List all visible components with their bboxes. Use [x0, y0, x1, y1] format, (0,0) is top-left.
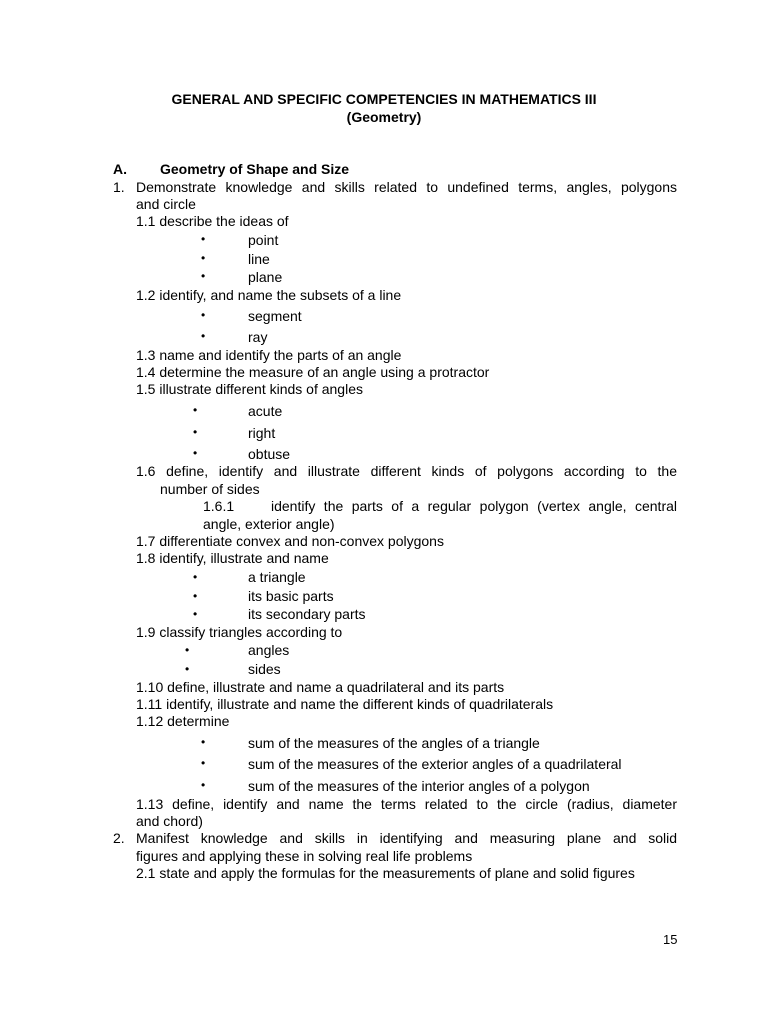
subitem-1-7: 1.7 differentiate convex and non-convex polygons	[136, 533, 444, 549]
list-item: angles	[248, 642, 290, 658]
list-item: right	[248, 425, 276, 441]
item-number: 1.	[113, 179, 125, 195]
subitem-1-12: 1.12 determine	[136, 713, 230, 729]
bullet-icon: •	[193, 589, 198, 603]
list-item: a triangle	[248, 569, 306, 585]
subitem-1-11: 1.11 identify, illustrate and name the different kinds of quadrilaterals	[136, 696, 554, 712]
page-title: GENERAL AND SPECIFIC COMPETENCIES IN MATHEMATICS III	[171, 91, 597, 107]
list-item: sum of the measures of the interior angles of a polygon	[248, 778, 590, 794]
item-text-continued: figures and applying these in solving real life problems	[136, 848, 473, 864]
subitem-1-13: 1.13 define, identify and name the terms related to the circle (radius, diameter	[136, 796, 677, 812]
bullet-icon: •	[193, 570, 198, 584]
bullet-icon: •	[193, 425, 198, 439]
list-item: segment	[248, 308, 302, 324]
bullet-icon: •	[185, 643, 190, 657]
list-item: acute	[248, 403, 283, 419]
subitem-1-4: 1.4 determine the measure of an angle using a protractor	[136, 364, 490, 380]
item-number: 2.	[113, 830, 125, 846]
list-item: its basic parts	[248, 588, 334, 604]
subitem-1-1: 1.1 describe the ideas of	[136, 213, 289, 229]
section-letter: A.	[113, 161, 127, 177]
subitem-1-6-continued: number of sides	[160, 481, 260, 497]
bullet-icon: •	[201, 756, 206, 770]
subitem-1-5: 1.5 illustrate different kinds of angles	[136, 381, 363, 397]
subitem-1-6-1-number: 1.6.1	[203, 498, 235, 514]
list-item: ray	[248, 329, 268, 345]
item-text: Demonstrate knowledge and skills related to undefined terms, angles, polygons	[136, 179, 677, 195]
bullet-icon: •	[201, 251, 206, 265]
subitem-1-9: 1.9 classify triangles according to	[136, 624, 343, 640]
item-text: Manifest knowledge and skills in identifying and measuring plane and solid	[136, 830, 677, 846]
subitem-1-13-continued: and chord)	[136, 813, 203, 829]
list-item: plane	[248, 269, 283, 285]
list-item: point	[248, 232, 279, 248]
subitem-1-10: 1.10 define, illustrate and name a quadrilateral and its parts	[136, 679, 505, 695]
subitem-1-6: 1.6 define, identify and illustrate different kinds of polygons according to the	[136, 463, 677, 479]
subitem-1-2: 1.2 identify, and name the subsets of a line	[136, 287, 402, 303]
list-item: sides	[248, 661, 281, 677]
bullet-icon: •	[201, 735, 206, 749]
bullet-icon: •	[185, 662, 190, 676]
bullet-icon: •	[193, 446, 198, 460]
subitem-1-8: 1.8 identify, illustrate and name	[136, 550, 329, 566]
list-item: its secondary parts	[248, 606, 366, 622]
subitem-2-1: 2.1 state and apply the formulas for the measurements of plane and solid figures	[136, 865, 635, 881]
bullet-icon: •	[201, 308, 206, 322]
list-item: line	[248, 251, 270, 267]
bullet-icon: •	[201, 232, 206, 246]
bullet-icon: •	[193, 403, 198, 417]
page-number: 15	[663, 932, 678, 947]
bullet-icon: •	[193, 607, 198, 621]
subitem-1-6-1: identify the parts of a regular polygon (vertex angle, central	[271, 498, 677, 514]
bullet-icon: •	[201, 778, 206, 792]
subitem-1-6-1-continued: angle, exterior angle)	[203, 516, 335, 532]
list-item: sum of the measures of the exterior angles of a quadrilateral	[248, 756, 622, 772]
bullet-icon: •	[201, 269, 206, 283]
section-title: Geometry of Shape and Size	[160, 161, 350, 177]
item-text-continued: and circle	[136, 196, 196, 212]
page-subtitle: (Geometry)	[346, 109, 422, 125]
bullet-icon: •	[201, 329, 206, 343]
subitem-1-3: 1.3 name and identify the parts of an angle	[136, 347, 402, 363]
list-item: sum of the measures of the angles of a triangle	[248, 735, 540, 751]
list-item: obtuse	[248, 446, 291, 462]
